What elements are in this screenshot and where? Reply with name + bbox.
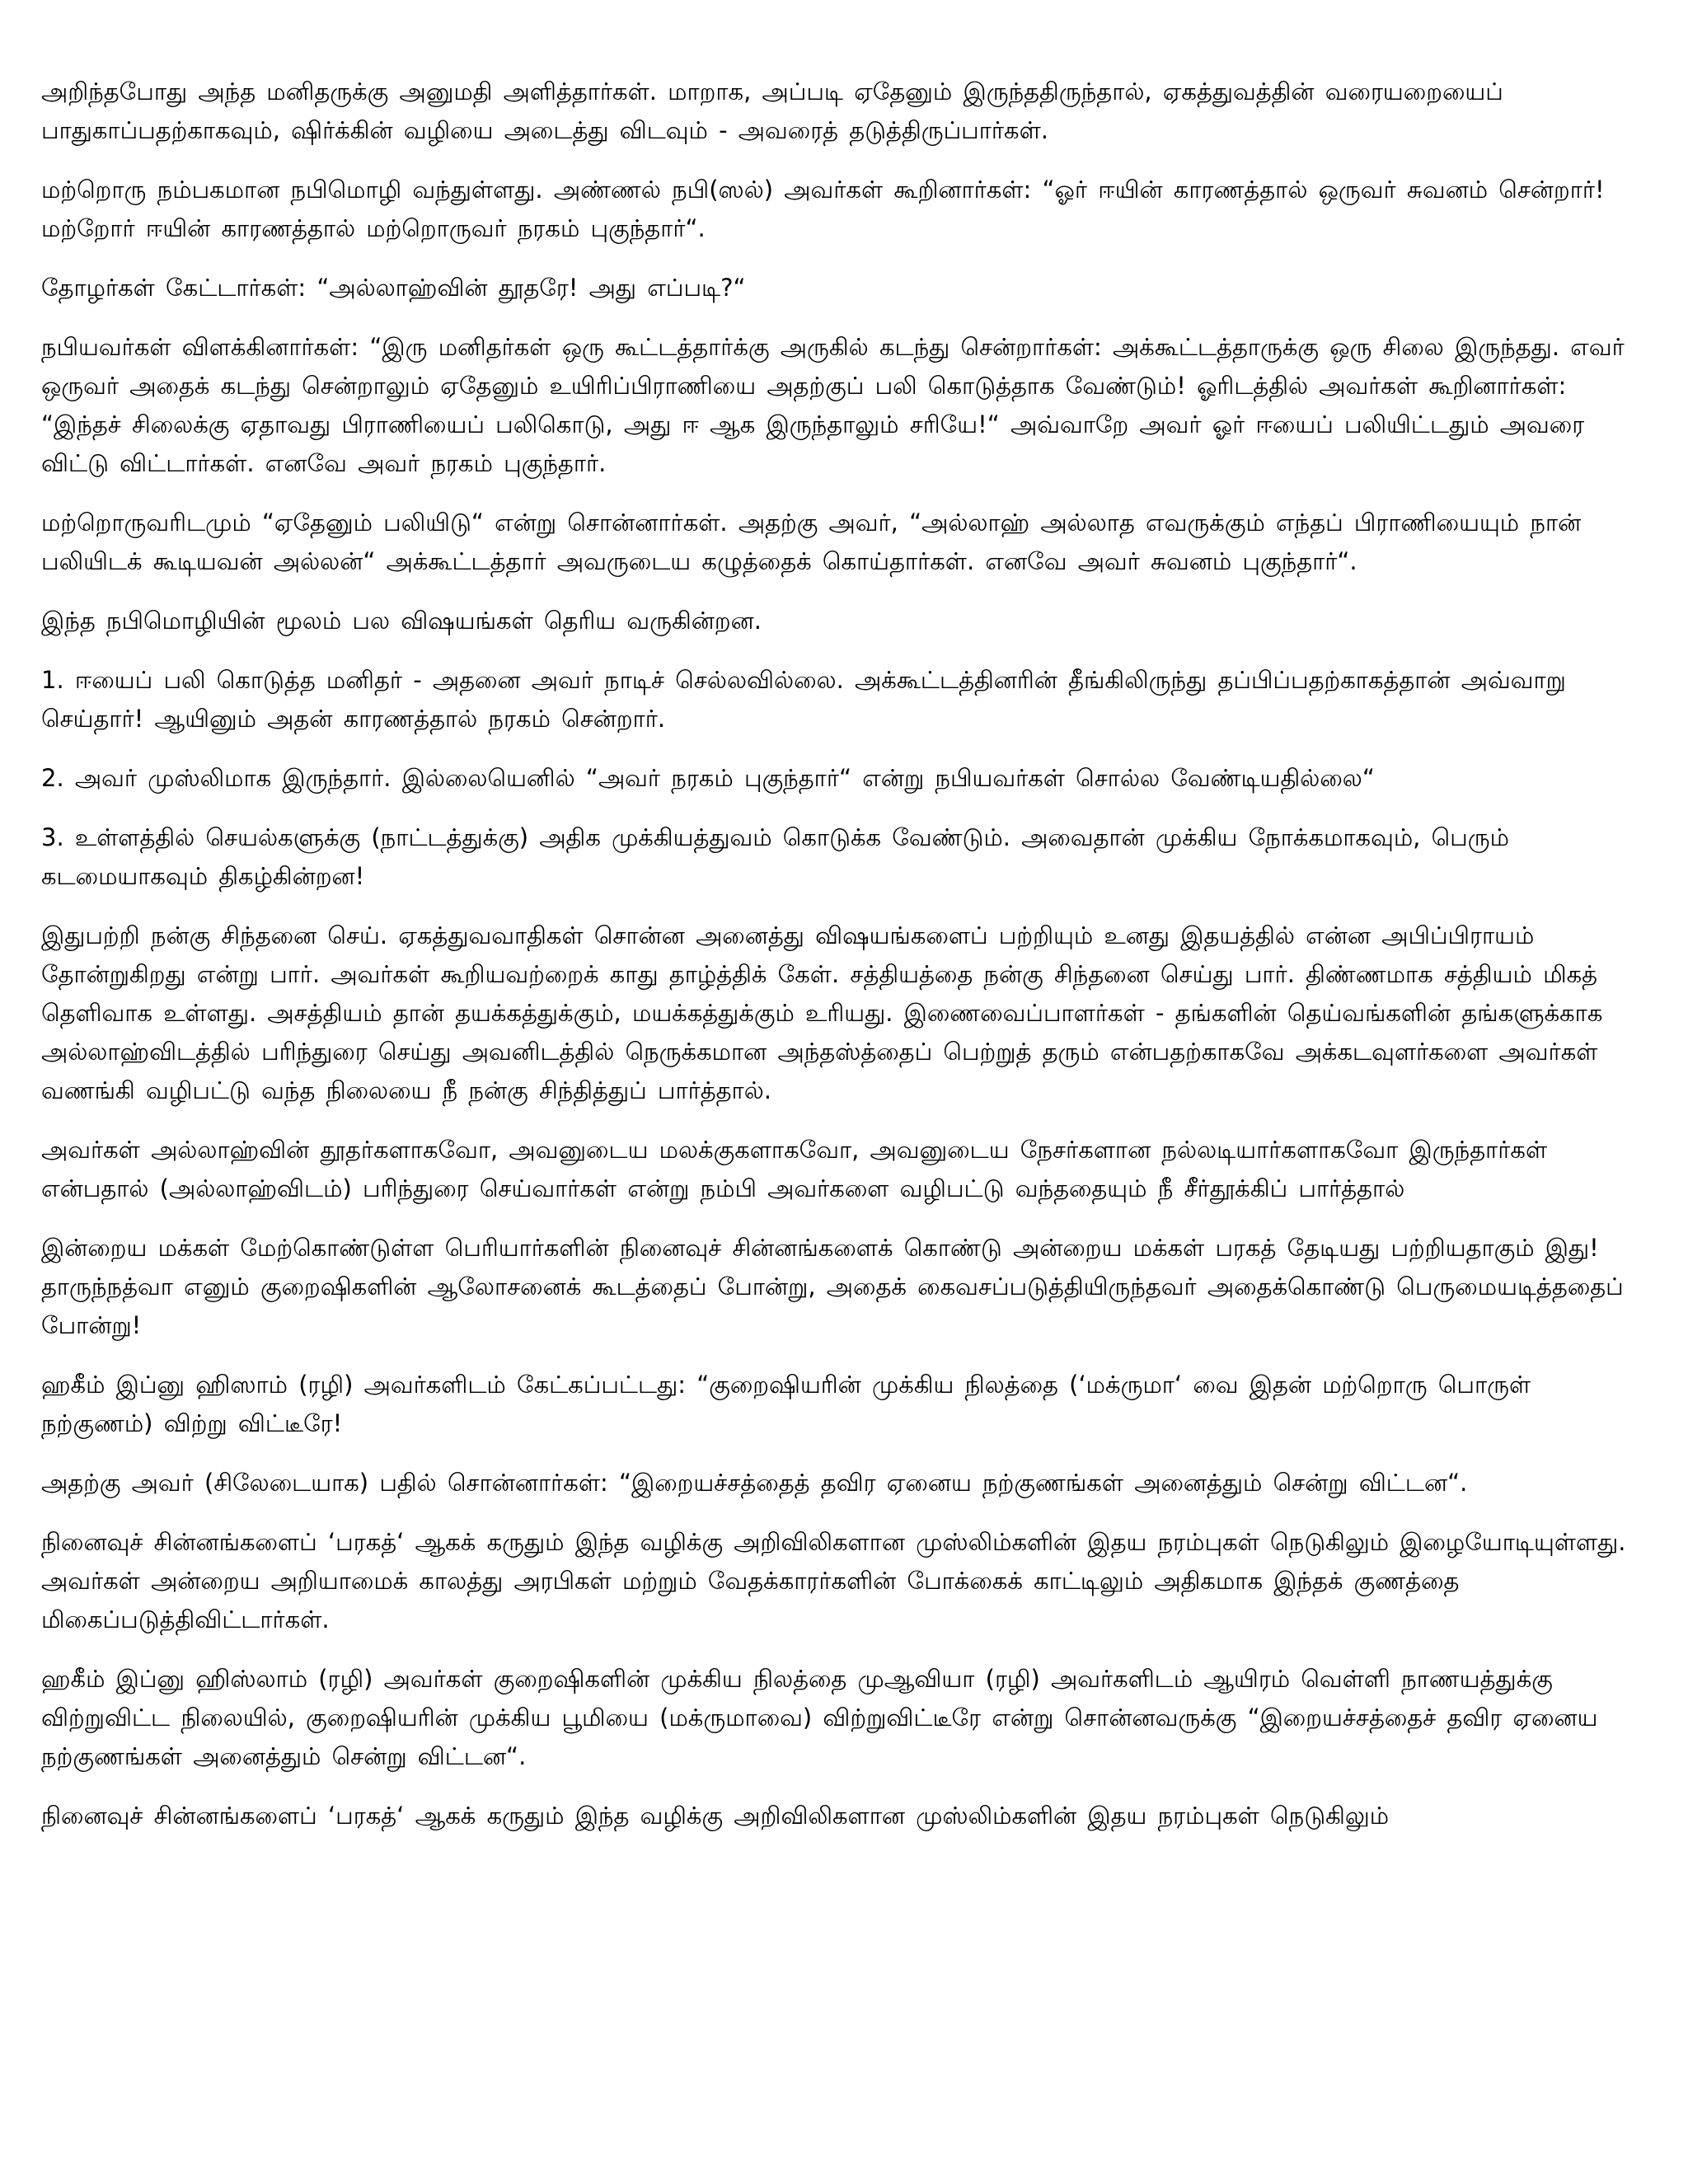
- paragraph-17: நினைவுச் சின்னங்களைப் ‘பரகத்‘ ஆகக் கருதும் இந்த வழிக்கு அறிவிலிகளான முஸ்லிம்களின் இதய நரம்புகள் நெடுகிலும்: [41, 1802, 1390, 1830]
- paragraph-16: ஹகீம் இப்னு ஹிஸ்லாம் (ரழி) அவர்கள் குறைஷிகளின் முக்கிய நிலத்தை முஆவியா (ரழி) அவர்களிடம் ஆயிரம் வெள்ளி நாணயத்துக்கு விற்றுவிட்ட நிலையில், குறைஷியரின் முக்கிய பூமியை (மக்ருமாவை) விற்றுவிட்டீரே என்று சொன்னவருக்கு “இறையச்சத்தைச் தவிர ஏனைய நற்குணங்கள் அனைத்தும் சென்று விட்டன“.: [41, 1665, 1598, 1770]
- paragraph-11: அவர்கள் அல்லாஹ்வின் தூதர்களாகவோ, அவனுடைய மலக்குகளாகவோ, அவனுடைய நேசர்களான நல்லடியார்களாகவோ இருந்தார்கள் என்பதால் (அல்லாஹ்விடம்) பரிந்துரை செய்வார்கள் என்று நம்பி அவர்களை வழிபட்டு வந்ததையும் நீ சீர்தூக்கிப் பார்த்தால்: [41, 1136, 1548, 1202]
- paragraph-7-point-1: 1. ஈயைப் பலி கொடுத்த மனிதர் - அதனை அவர் நாடிச் செல்லவில்லை. அக்கூட்டத்தினரின் தீங்கிலிருந்து தப்பிப்பதற்காகத்தான் அவ்வாறு செய்தார்! ஆயினும் அதன் காரணத்தால் நரகம் சென்றார்.: [41, 666, 1566, 733]
- paragraph-1: அறிந்தபோது அந்த மனிதருக்கு அனுமதி அளித்தார்கள். மாறாக, அப்படி ஏதேனும் இருந்ததிருந்தால், ஏகத்துவத்தின் வரையறையைப் பாதுகாப்பதற்காகவும், ஷிர்க்கின் வழியை அடைத்து விடவும் - அவரைத் தடுத்திருப்பார்கள்.: [41, 77, 1503, 144]
- paragraph-5: மற்றொருவரிடமும் “ஏதேனும் பலியிடு“ என்று சொன்னார்கள். அதற்கு அவர், “அல்லாஹ் அல்லாத எவருக்கும் எந்தப் பிராணியையும் நான் பலியிடக் கூடியவன் அல்லன்“ அக்கூட்டத்தார் அவருடைய கழுத்தைக் கொய்தார்கள். எனவே அவர் சுவனம் புகுந்தார்“.: [41, 509, 1582, 575]
- paragraph-15: நினைவுச் சின்னங்களைப் ‘பரகத்‘ ஆகக் கருதும் இந்த வழிக்கு அறிவிலிகளான முஸ்லிம்களின் இதய நரம்புகள் நெடுகிலும் இழையோடியுள்ளது. அவர்கள் அன்றைய அறியாமைக் காலத்து அரபிகள் மற்றும் வேதக்காரர்களின் போக்கைக் காட்டிலும் அதிகமாக இந்தக் குணத்தை மிகைப்படுத்திவிட்டார்கள்.: [41, 1528, 1626, 1633]
- paragraph-6: இந்த நபிமொழியின் மூலம் பல விஷயங்கள் தெரிய வருகின்றன.: [41, 607, 762, 635]
- paragraph-8-point-2: 2. அவர் முஸ்லிமாக இருந்தார். இல்லையெனில் “அவர் நரகம் புகுந்தார்“ என்று நபியவர்கள் சொல்ல வேண்டியதில்லை“: [41, 764, 1375, 792]
- paragraph-14: அதற்கு அவர் (சிலேடையாக) பதில் சொன்னார்கள்: “இறையச்சத்தைத் தவிர ஏனைய நற்குணங்கள் அனைத்தும் சென்று விட்டன“.: [41, 1469, 1468, 1497]
- paragraph-2: மற்றொரு நம்பகமான நபிமொழி வந்துள்ளது. அண்ணல் நபி(ஸல்) அவர்கள் கூறினார்கள்: “ஓர் ஈயின் காரணத்தால் ஒருவர் சுவனம் சென்றார்! மற்றோர் ஈயின் காரணத்தால் மற்றொருவர் நரகம் புகுந்தார்“.: [41, 176, 1605, 242]
- paragraph-10: இதுபற்றி நன்கு சிந்தனை செய். ஏகத்துவவாதிகள் சொன்ன அனைத்து விஷயங்களைப் பற்றியும் உனது இதயத்தில் என்ன அபிப்பிராயம் தோன்றுகிறது என்று பார். அவர்கள் கூறியவற்றைக் காது தாழ்த்திக் கேள். சத்தியத்தை நன்கு சிந்தனை செய்து பார். திண்ணமாக சத்தியம் மிகத் தெளிவாக உள்ளது. அசத்தியம் தான் தயக்கத்துக்கும், மயக்கத்துக்கும் உரியது. இணைவைப்பாளர்கள் - தங்களின் தெய்வங்களின் தங்களுக்காக அல்லாஹ்விடத்தில் பரிந்துரை செய்து அவனிடத்தில் நெருக்கமான அந்தஸ்த்தைப் பெற்றுத் தரும் என்பதற்காகவே அக்கடவுளர்களை அவர்கள் வணங்கி வழிபட்டு வந்த நிலையை நீ நன்கு சிந்தித்துப் பார்த்தால்.: [41, 921, 1603, 1104]
- document-page: [41, 73, 1648, 1856]
- paragraph-3: தோழர்கள் கேட்டார்கள்: “அல்லாஹ்வின் தூதரே! அது எப்படி?“: [41, 274, 746, 302]
- paragraph-9-point-3: 3. உள்ளத்தில் செயல்களுக்கு (நாட்டத்துக்கு) அதிக முக்கியத்துவம் கொடுக்க வேண்டும். அவைதான் முக்கிய நோக்கமாகவும், பெரும் கடமையாகவும் திகழ்கின்றன!: [41, 823, 1509, 890]
- paragraph-4: நபியவர்கள் விளக்கினார்கள்: “இரு மனிதர்கள் ஒரு கூட்டத்தார்க்கு அருகில் கடந்து சென்றார்கள்: அக்கூட்டத்தாருக்கு ஒரு சிலை இருந்தது. எவர் ஒருவர் அதைக் கடந்து சென்றாலும் ஏதேனும் உயிரிப்பிராணியை அதற்குப் பலி கொடுத்தாக வேண்டும்! ஓரிடத்தில் அவர்கள் கூறினார்கள்: “இந்தச் சிலைக்கு ஏதாவது பிராணியைப் பலிகொடு, அது ஈ ஆக இருந்தாலும் சரியே!“ அவ்வாறே அவர் ஓர் ஈயைப் பலியிட்டதும் அவரை விட்டு விட்டார்கள். எனவே அவர் நரகம் புகுந்தார்.: [41, 333, 1625, 477]
- paragraph-12: இன்றைய மக்கள் மேற்கொண்டுள்ள பெரியார்களின் நினைவுச் சின்னங்களைக் கொண்டு அன்றைய மக்கள் பரகத் தேடியது பற்றியதாகும் இது! தாருந்நத்வா எனும் குறைஷிகளின் ஆலோசனைக் கூடத்தைப் போன்று, அதைக் கைவசப்படுத்தியிருந்தவர் அதைக்கொண்டு பெருமையடித்ததைப் போன்று!: [41, 1234, 1624, 1339]
- paragraph-13: ஹகீம் இப்னு ஹிஸாம் (ரழி) அவர்களிடம் கேட்கப்பட்டது: “குறைஷியரின் முக்கிய நிலத்தை (‘மக்ருமா‘ வை இதன் மற்றொரு பொருள் நற்குணம்) விற்று விட்டீரே!: [41, 1371, 1531, 1437]
